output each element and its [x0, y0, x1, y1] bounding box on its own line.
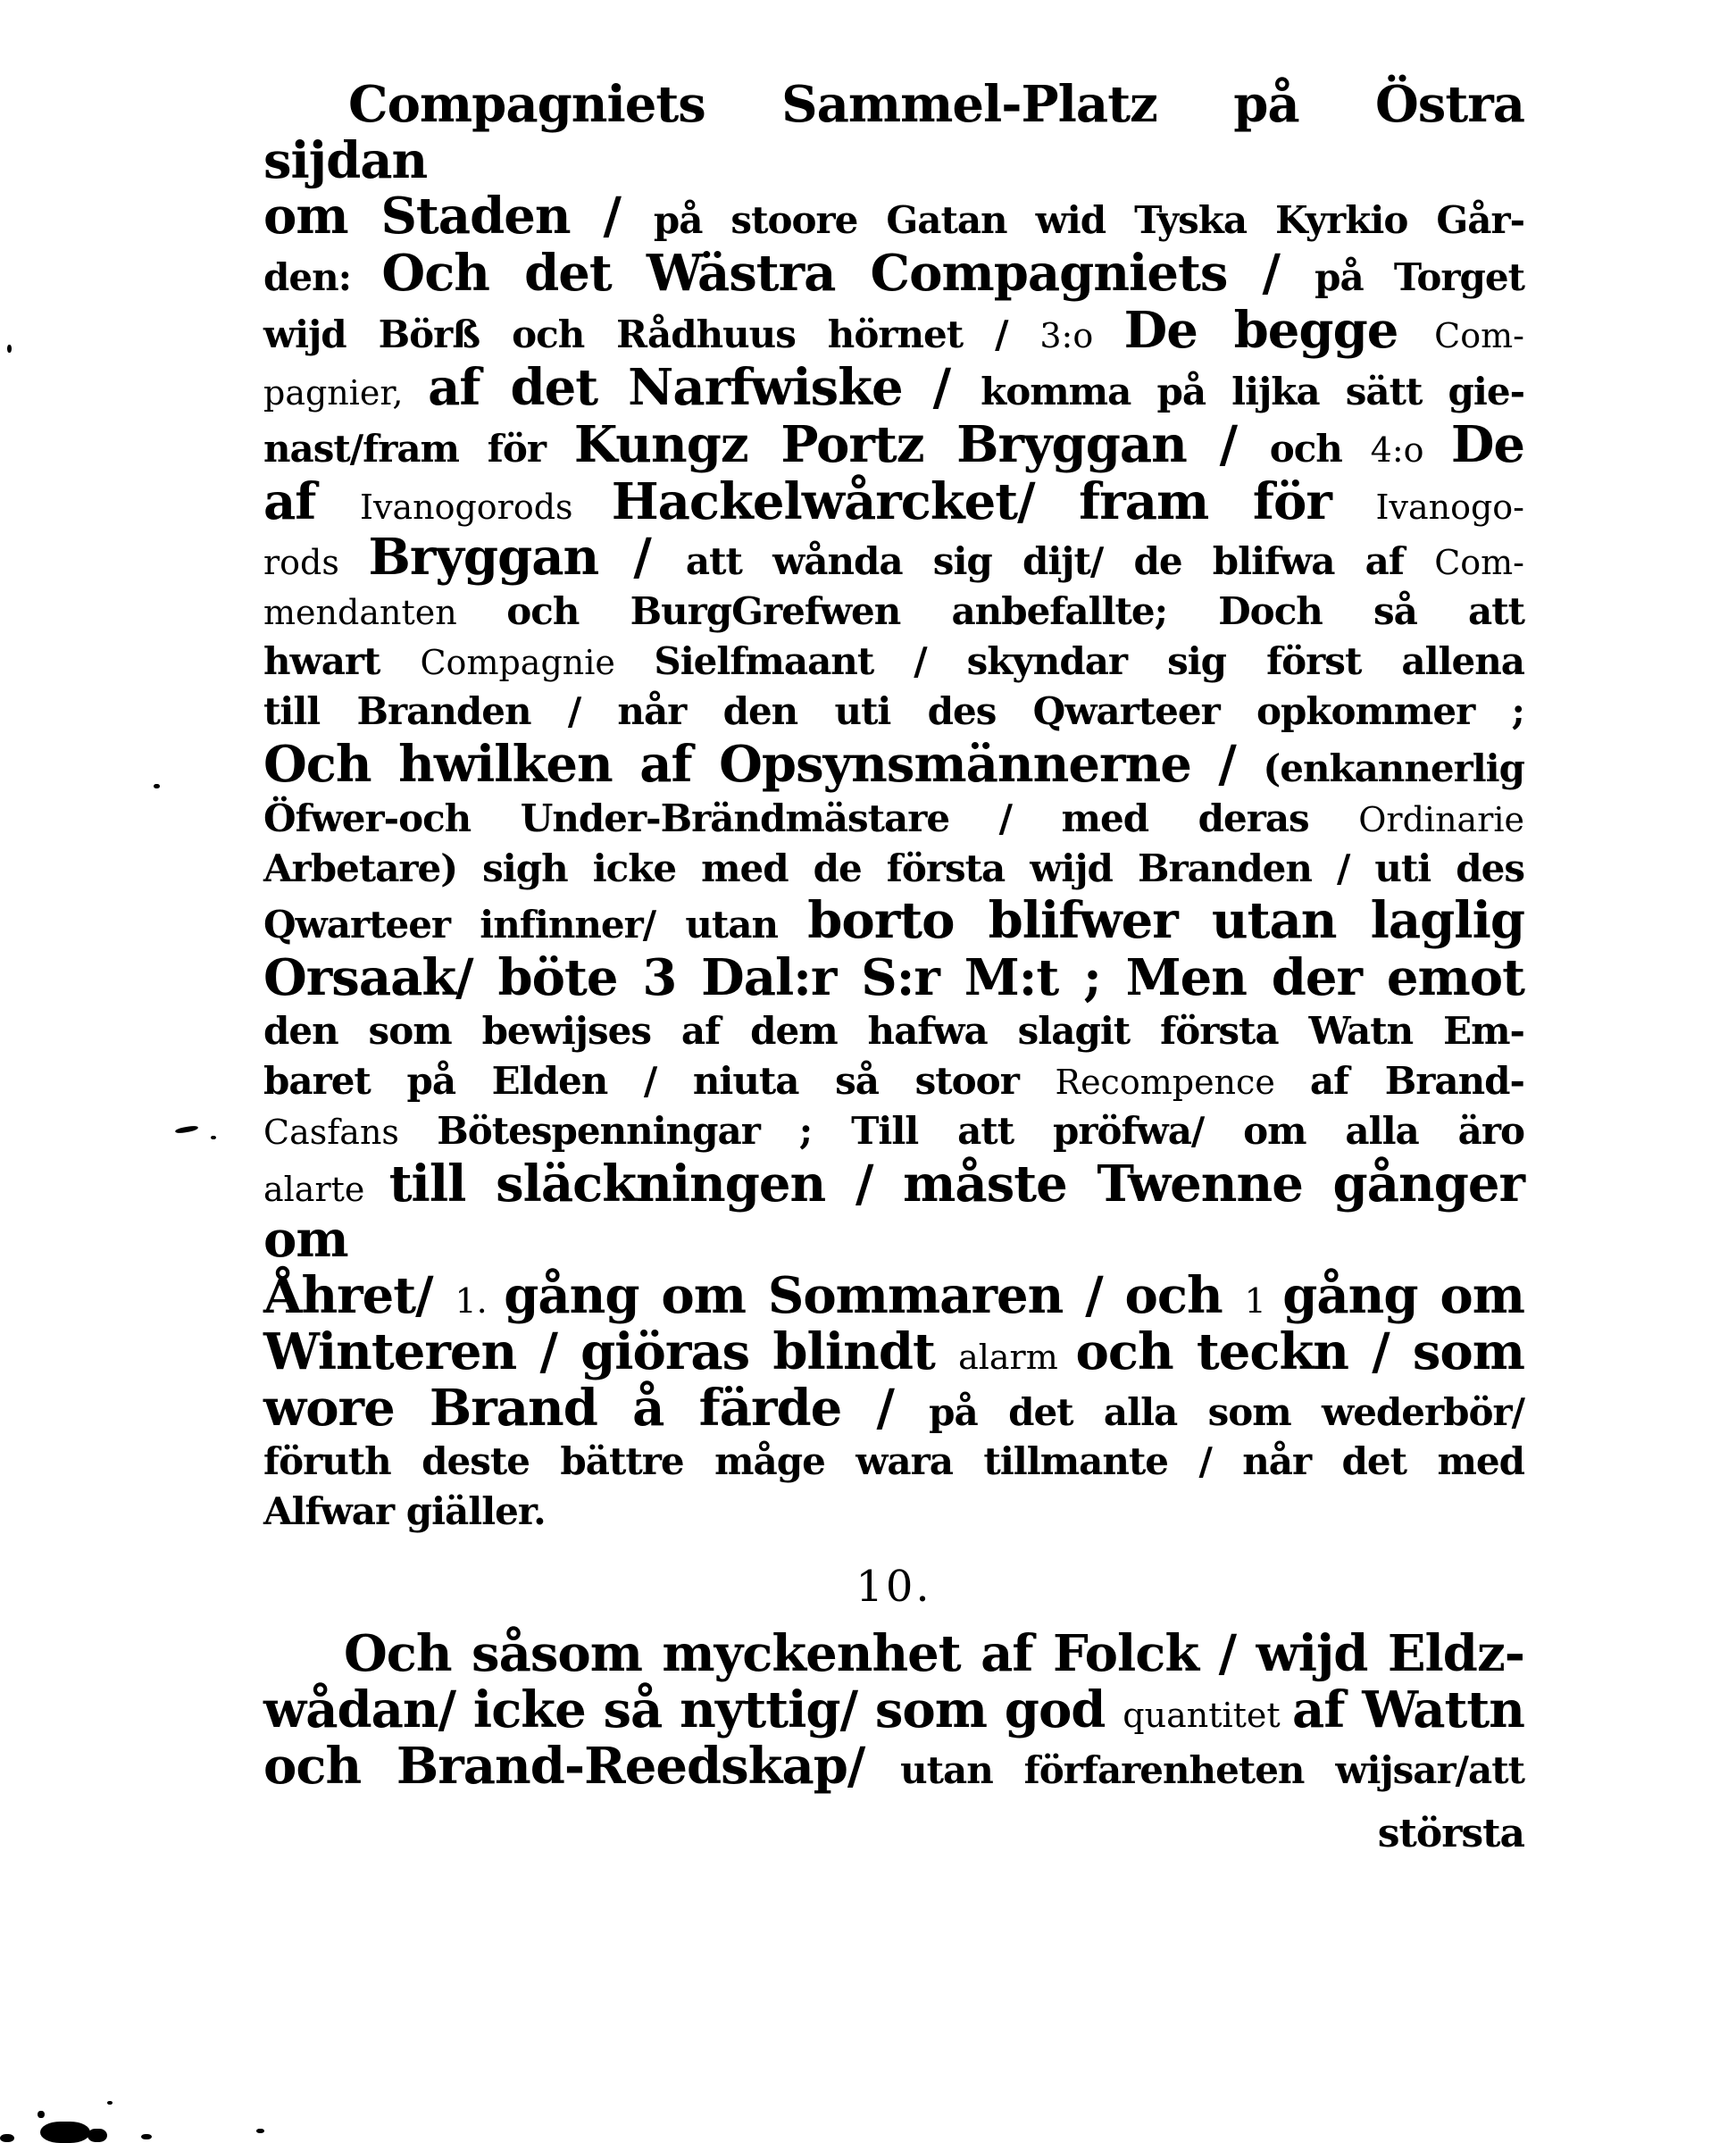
text-line: [263, 188, 1524, 246]
text-segment: wijd Börß och Rådhuus hörnet /: [263, 313, 1040, 357]
text-segment: wore Brand å färde /: [263, 1378, 930, 1438]
text-segment: till Branden / når den uti des Qwarteer opkommer ;: [263, 689, 1524, 734]
text-line: [263, 77, 1524, 188]
text-segment: och teckn / som: [1075, 1322, 1524, 1381]
text-segment: Compagnie: [420, 643, 655, 683]
text-segment: Compagniets Sammel-Platz på Östra sijdan: [263, 75, 1524, 190]
ink-blot: [40, 2122, 90, 2143]
text-line: [263, 587, 1524, 637]
text-line: [263, 1437, 1524, 1487]
text-segment: 1: [1244, 1281, 1283, 1322]
ink-blot: [0, 2134, 14, 2142]
catchword: största: [1377, 1811, 1524, 1857]
text-line: [263, 471, 1524, 531]
text-segment: baret på Elden / niuta så stoor: [263, 1058, 1056, 1103]
text-line: [263, 1682, 1524, 1739]
ink-blot: [38, 2111, 45, 2118]
text-line: [263, 1056, 1524, 1106]
text-segment: nast/fram för: [263, 426, 574, 471]
text-segment: Öfwer-och Under-Brändmästare / med deras: [263, 796, 1359, 840]
text-segment: föruth deste bättre måge wara tillmante / når det med: [263, 1439, 1524, 1484]
text-line: [263, 1006, 1524, 1056]
text-segment: på stoore Gatan wid Tyska Kyrkio Går-: [653, 198, 1525, 243]
text-segment: af Brand-: [1309, 1058, 1524, 1103]
text-segment: den som bewijses af dem hafwa slagit första Watn Em-: [263, 1009, 1524, 1054]
text-segment: (enkannerlig: [1263, 746, 1524, 790]
paragraph-10: [263, 1626, 1524, 1795]
text-segment: mendanten: [263, 593, 507, 633]
text-line: [263, 246, 1524, 303]
text-segment: Com-: [1434, 316, 1524, 356]
text-line: [263, 794, 1524, 844]
text-segment: De begge: [1123, 301, 1435, 361]
text-line: [263, 1626, 1524, 1682]
text-segment: Och såsom myckenhet af Folck / wijd Eldz-: [344, 1624, 1524, 1684]
text-segment: på Torget: [1315, 255, 1524, 300]
ink-blot: [175, 1125, 199, 1134]
text-segment: De: [1450, 414, 1525, 474]
text-segment: Ivanogo-: [1375, 487, 1524, 527]
text-segment: Bryggan /: [368, 528, 686, 588]
text-segment: rods: [263, 543, 369, 583]
text-segment: alarte: [263, 1169, 389, 1209]
text-line: [263, 414, 1525, 474]
text-segment: Hackelwårcket/ fram för: [611, 471, 1376, 531]
text-segment: Kungz Portz Bryggan /: [573, 414, 1270, 474]
text-segment: af Wattn: [1292, 1680, 1524, 1739]
text-line: [263, 1324, 1524, 1380]
section-heading: 10.: [855, 1562, 932, 1613]
text-segment: Ordinarie: [1358, 799, 1524, 839]
text-segment: Recompence: [1055, 1062, 1310, 1102]
text-segment: wådan/ icke så nyttig/ som god: [263, 1680, 1123, 1739]
paragraph-9-continuation: [263, 77, 1524, 1537]
ink-blot: [141, 2134, 152, 2139]
text-segment: och BurgGrefwen anbefallte; Doch så att: [506, 589, 1524, 634]
ink-blot: [154, 784, 160, 788]
text-line: [263, 687, 1524, 737]
text-line: [263, 1380, 1524, 1438]
text-line: [263, 637, 1524, 687]
text-segment: pagnier,: [263, 373, 429, 413]
text-line: [263, 893, 1524, 950]
text-line: [263, 1156, 1524, 1268]
text-segment: Bötespenningar ; Till att pröfwa/ om alla äro: [437, 1108, 1524, 1153]
text-segment: och: [1269, 426, 1371, 471]
text-line: [263, 1736, 1524, 1796]
text-line: [263, 1106, 1524, 1156]
ink-blot: [88, 2129, 107, 2142]
text-segment: Alfwar giäller.: [263, 1489, 546, 1534]
text-segment: Och det Wästra Compagniets /: [381, 244, 1315, 304]
text-segment: 1.: [455, 1281, 505, 1322]
text-segment: om Staden /: [263, 187, 654, 246]
text-segment: att wånda sig dijt/ de blifwa af: [685, 539, 1435, 584]
text-block: [263, 77, 1524, 1856]
text-segment: hwart: [263, 639, 421, 684]
text-segment: Casfans: [263, 1112, 438, 1152]
text-segment: på det alla som wederbör/: [929, 1389, 1524, 1434]
text-segment: till släckningen / måste Twenne gånger om: [263, 1154, 1524, 1270]
text-segment: alarm: [958, 1337, 1076, 1377]
text-line: [263, 1487, 1524, 1537]
text-segment: Orsaak/ böte 3 Dal:r S:r M:t ; Men der emot: [263, 948, 1524, 1008]
ink-blot: [107, 2101, 113, 2105]
text-segment: Com-: [1434, 543, 1525, 583]
text-line: [263, 844, 1524, 894]
text-segment: Och hwilken af Opsynsmännerne /: [263, 734, 1264, 794]
text-segment: gång om: [1282, 1266, 1524, 1326]
text-segment: Sielfmaant / skyndar sig först allena: [654, 639, 1524, 684]
text-segment: af: [263, 471, 360, 531]
text-segment: Arbetare) sigh icke med de första wijd Branden / uti des: [263, 846, 1524, 890]
text-segment: gång om Sommaren / och: [504, 1266, 1245, 1326]
text-line: [263, 734, 1524, 794]
text-line: [263, 1268, 1524, 1324]
text-segment: af det Narfwiske /: [428, 358, 981, 418]
text-segment: den:: [263, 255, 382, 300]
text-segment: komma på lijka sätt gie-: [981, 370, 1525, 414]
text-line: [263, 303, 1524, 360]
ink-blot: [7, 345, 12, 353]
text-segment: utan förfarenheten wijsar/att: [900, 1747, 1524, 1792]
text-segment: Åhret/: [263, 1266, 455, 1326]
text-segment: 4:o: [1370, 429, 1451, 470]
text-segment: Qwarteer infinner/ utan: [263, 903, 808, 947]
text-line: [263, 950, 1524, 1006]
text-segment: quantitet: [1123, 1695, 1293, 1735]
text-line: [263, 360, 1524, 417]
ink-blot: [256, 2129, 264, 2133]
text-segment: Ivanogorods: [359, 487, 612, 527]
text-segment: borto blifwer utan laglig: [807, 891, 1524, 951]
text-segment: Winteren / giöras blindt: [263, 1322, 959, 1381]
ink-blot: [211, 1136, 216, 1139]
text-line: [263, 529, 1524, 587]
text-segment: och Brand-Reedskap/: [263, 1736, 901, 1796]
text-segment: 3:o: [1039, 316, 1124, 356]
